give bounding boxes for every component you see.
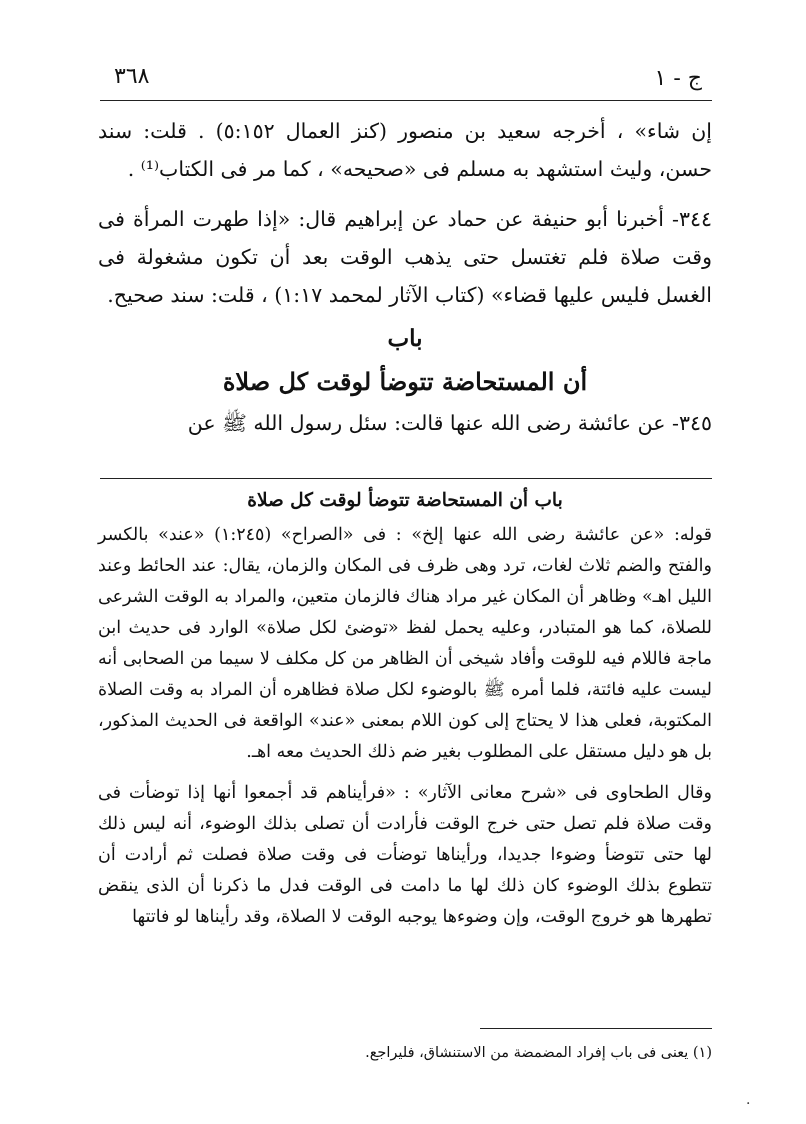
main-text [98, 112, 712, 442]
paragraph-continuation: إن شاء» ، أخرجه سعيد بن منصور (كنز العمال ٥:١٥٢) . قلت: سند حسن، وليث استشهد به مسلم فى «صحيحه» ، كما مر فى الكتاب⁽¹⁾ . [98, 119, 712, 181]
footnote-rule [480, 1028, 712, 1029]
page-number: ٣٦٨ [114, 64, 150, 89]
hadith-344: ٣٤٤- أخبرنا أبو حنيفة عن حماد عن إبراهيم قال: «إذا طهرت المرأة فى وقت صلاة فلم تغتسل حتى يذهب الوقت بعد أن تكون مشغولة فى الغسل فليس عليها قضاء» (كتاب الآثار لمحمد ١:١٧) ، قلت: سند صحيح. [98, 207, 712, 307]
volume-label: ج - ١ [654, 66, 702, 91]
section-rule [100, 478, 712, 479]
chapter-heading: باب [387, 325, 423, 352]
commentary-paragraph: وقال الطحاوى فى «شرح معانى الآثار» : «فرأيناهم قد أجمعوا أنها إذا توضأت فى وقت صلاة فلم تصل حتى خرج الوقت فأرادت أن تصلى بذلك الوضوء، أنه ليس ذلك لها حتى تتوضأ وضوءا جديدا، ورأيناها توضأت فى وقت صلاة فصلت ثم أرادت أن تتطوع بذلك الوضوء كان ذلك لها ما دامت فى الوقت فدل ما ذكرنا أن الذى ينقض تطهرها هو خروج الوقت، وإن وضوءها يوجبه الوقت لا الصلاة، وقد رأيناها لو فاتتها [98, 783, 712, 927]
hadith-345: ٣٤٥- عن عائشة رضى الله عنها قالت: سئل رسول الله ﷺ عن [187, 411, 712, 435]
commentary [98, 484, 712, 933]
commentary-title: باب أن المستحاضة تتوضأ لوقت كل صلاة [247, 490, 563, 511]
commentary-paragraph: قوله: «عن عائشة رضى الله عنها إلخ» : فى «الصراح» (١:٢٤٥) «عند» بالكسر والفتح والضم ثلاث لغات، ترد وهى ظرف فى المكان والزمان، يقال: عند الحائط وعند الليل اهـ» وظاهر أن المكان غير مراد هناك فالزمان متعين، والمراد به الوقت الشرعى للصلاة، كما هو المتبادر، وعليه يحمل لفظ «توضئ لكل صلاة» الوارد فى حديث ابن ماجة فاللام فيه للوقت وأفاد شيخى أن الظاهر من كل مكلف لا سيما من الصحابى أنه ليست عليه فائتة، فلما أمره ﷺ بالوضوء لكل صلاة فظاهره أن المراد به وقت الصلاة المكتوبة، فعلى هذا لا يحتاج إلى كون اللام بمعنى «عند» الواقعة فى الحديث المذكور، بل هو دليل مستقل على المطلوب بغير ضم ذلك الحديث معه اهـ. [98, 525, 712, 762]
chapter-title: أن المستحاضة تتوضأ لوقت كل صلاة [222, 367, 588, 396]
footnote: (١) يعنى فى باب إفراد المضمضة من الاستنشاق، فليراجع. [365, 1045, 712, 1061]
page-header [100, 64, 712, 104]
print-speck: · [746, 1096, 751, 1112]
header-rule [100, 100, 712, 101]
